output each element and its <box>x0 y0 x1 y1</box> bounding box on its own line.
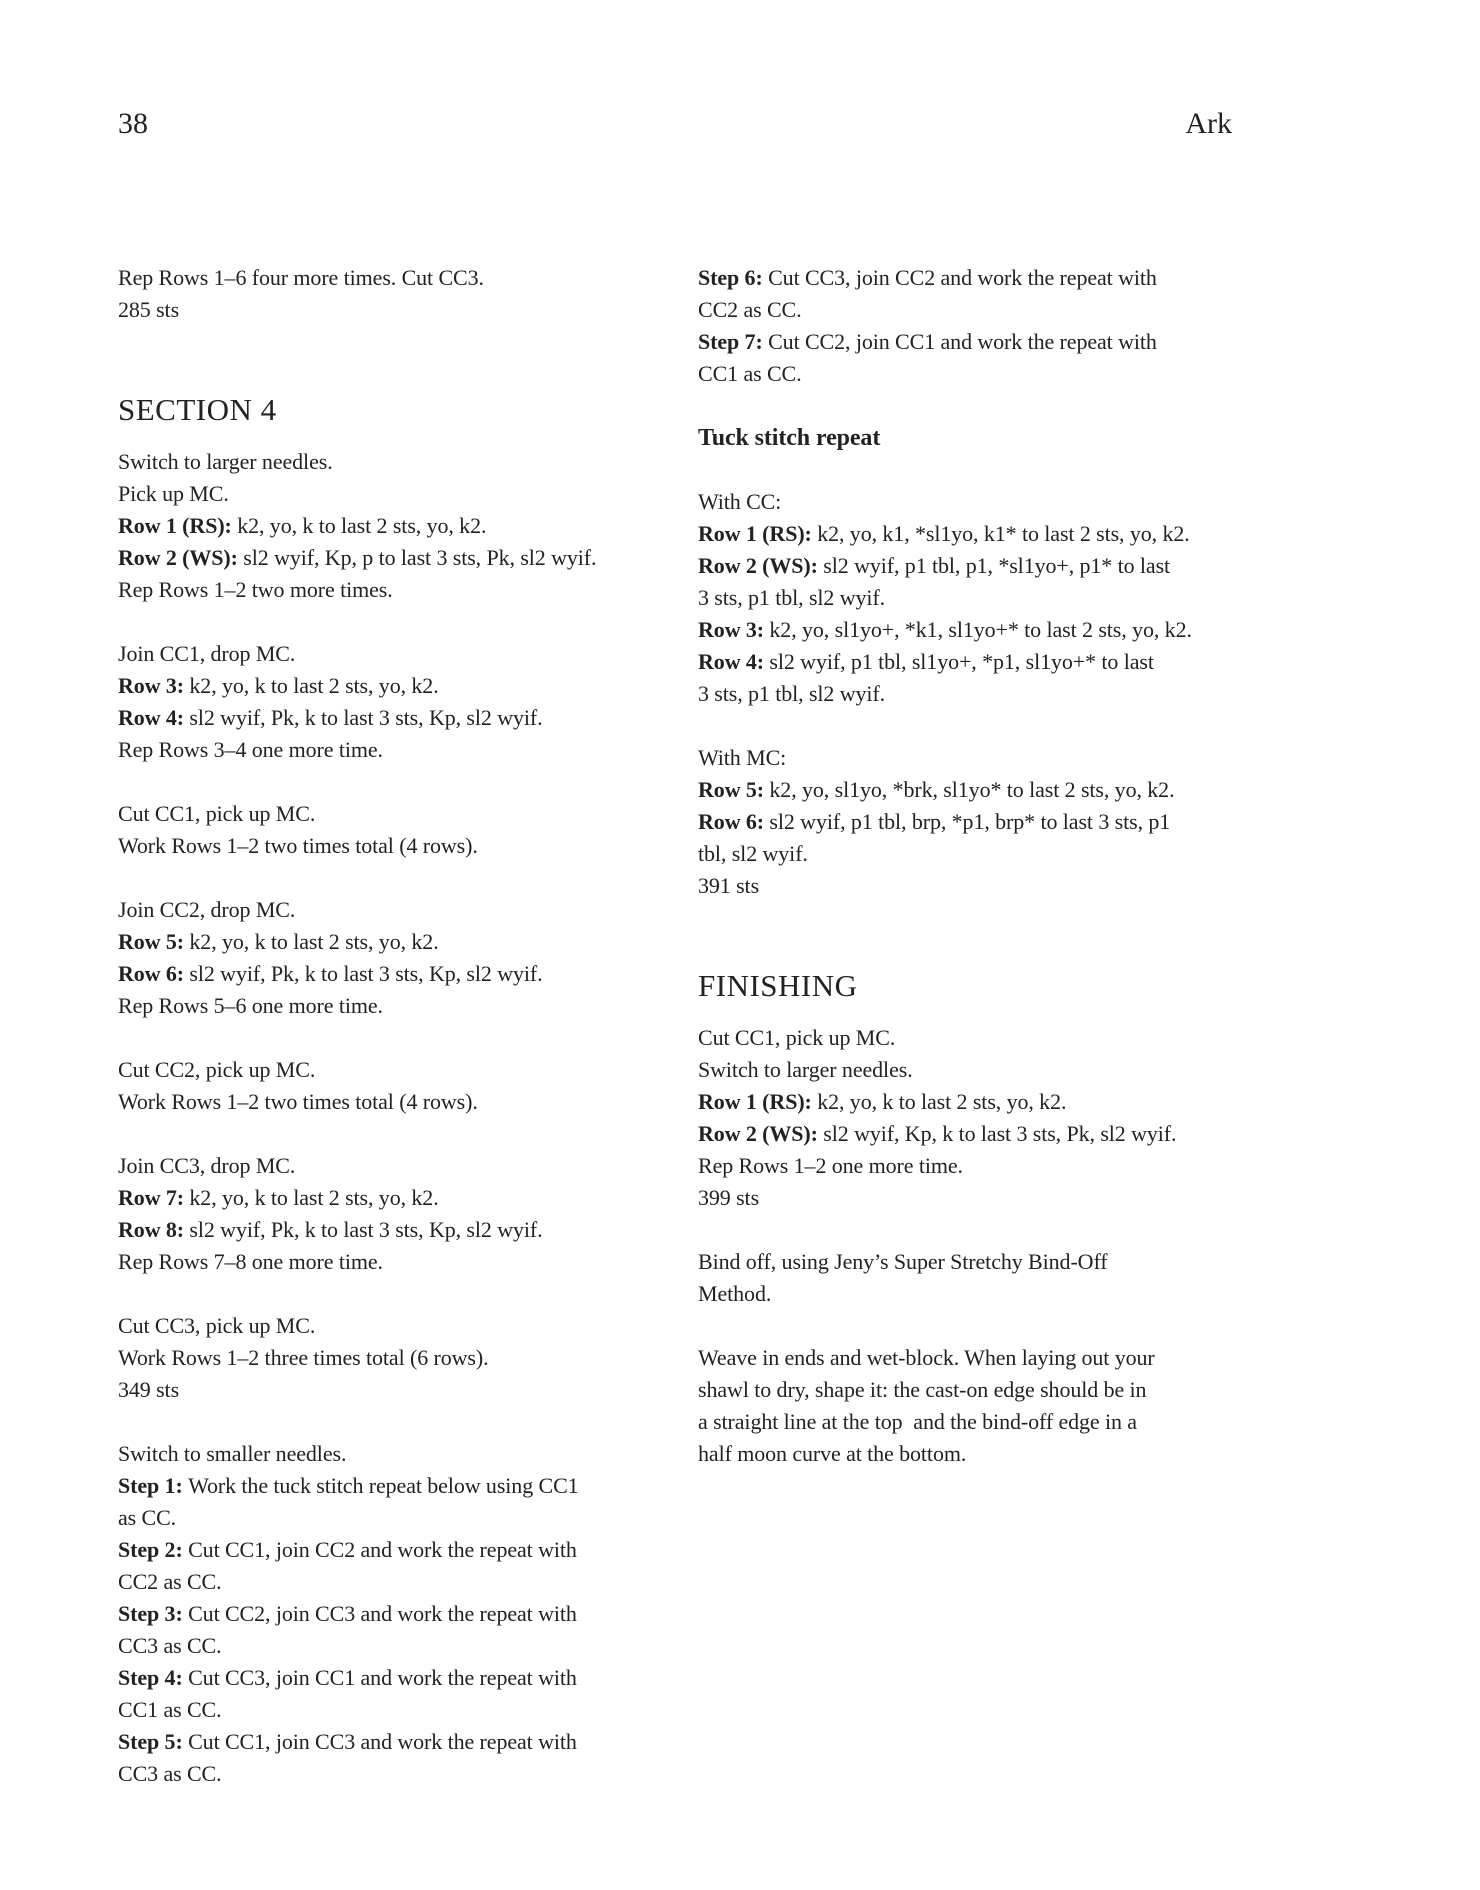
text-run: k2, yo, k to last 2 sts, yo, k2. <box>237 513 487 538</box>
running-title: Ark <box>1185 107 1232 140</box>
bold-run: Step 4: <box>118 1665 189 1690</box>
text-line <box>698 1374 1230 1406</box>
text-run: Method. <box>698 1281 772 1306</box>
blank-line <box>698 390 1230 422</box>
text-run: Cut CC1, join CC3 and work the repeat with <box>188 1729 577 1754</box>
text-line <box>698 1118 1230 1150</box>
blank-line <box>118 606 650 638</box>
text-line <box>698 806 1230 838</box>
text-line <box>698 326 1230 358</box>
text-line <box>118 1598 650 1630</box>
text-run: Join CC2, drop MC. <box>118 897 296 922</box>
text-run: With CC: <box>698 489 782 514</box>
text-line <box>698 358 1230 390</box>
text-run: Bind off, using Jeny’s Super Stretchy Bind-Off <box>698 1249 1108 1274</box>
text-line <box>118 1470 650 1502</box>
text-line <box>118 1374 650 1406</box>
text-run: 391 sts <box>698 873 760 898</box>
text-run: Rep Rows 1–2 one more time. <box>698 1153 963 1178</box>
text-line <box>698 1086 1230 1118</box>
text-run: Switch to larger needles. <box>118 449 333 474</box>
blank-line <box>118 766 650 798</box>
text-run: CC1 as CC. <box>698 361 802 386</box>
blank-line <box>118 326 650 358</box>
text-run: Work the tuck stitch repeat below using CC1 <box>188 1473 579 1498</box>
text-run: k2, yo, k to last 2 sts, yo, k2. <box>189 673 439 698</box>
bold-run: Row 5: <box>118 929 190 954</box>
bold-run: Step 1: <box>118 1473 189 1498</box>
text-run: sl2 wyif, p1 tbl, p1, *sl1yo+, p1* to last <box>823 553 1171 578</box>
text-run: k2, yo, k to last 2 sts, yo, k2. <box>189 929 439 954</box>
blank-line <box>698 454 1230 486</box>
text-run: sl2 wyif, Pk, k to last 3 sts, Kp, sl2 wyif. <box>189 1217 543 1242</box>
text-run: 349 sts <box>118 1377 180 1402</box>
blank-line <box>118 1118 650 1150</box>
text-line <box>118 670 650 702</box>
text-run: Rep Rows 1–6 four more times. Cut CC3. <box>118 265 484 290</box>
blank-line <box>118 1406 650 1438</box>
text-line <box>118 1534 650 1566</box>
text-line <box>698 550 1230 582</box>
bold-run: Step 7: <box>698 329 769 354</box>
text-run: Cut CC2, pick up MC. <box>118 1057 316 1082</box>
text-run: k2, yo, sl1yo, *brk, sl1yo* to last 2 sts, yo, k2. <box>769 777 1175 802</box>
bold-run: Row 2 (WS): <box>698 1121 824 1146</box>
bold-run: Row 3: <box>698 617 770 642</box>
text-line <box>118 1086 650 1118</box>
text-run: Rep Rows 3–4 one more time. <box>118 737 383 762</box>
bold-run: Row 4: <box>118 705 190 730</box>
text-run: Weave in ends and wet-block. When laying out your <box>698 1345 1155 1370</box>
bold-run: Row 5: <box>698 777 770 802</box>
text-line <box>118 1438 650 1470</box>
bold-run: Step 6: <box>698 265 769 290</box>
text-run: Work Rows 1–2 two times total (4 rows). <box>118 1089 478 1114</box>
blank-line <box>698 934 1230 966</box>
text-run: Join CC1, drop MC. <box>118 641 296 666</box>
text-line <box>118 1566 650 1598</box>
text-line <box>118 1694 650 1726</box>
text-run: CC2 as CC. <box>698 297 802 322</box>
text-line <box>118 1246 650 1278</box>
text-run: Work Rows 1–2 three times total (6 rows). <box>118 1345 489 1370</box>
text-line <box>698 486 1230 518</box>
text-line <box>118 1630 650 1662</box>
text-run: k2, yo, sl1yo+, *k1, sl1yo+* to last 2 sts, yo, k2. <box>769 617 1192 642</box>
text-run: 399 sts <box>698 1185 760 1210</box>
text-run: k2, yo, k1, *sl1yo, k1* to last 2 sts, yo, k2. <box>817 521 1190 546</box>
text-run: Cut CC1, join CC2 and work the repeat with <box>188 1537 577 1562</box>
bold-run: Row 1 (RS): <box>698 1089 818 1114</box>
text-line <box>118 1150 650 1182</box>
text-run: tbl, sl2 wyif. <box>698 841 808 866</box>
text-line <box>698 1022 1230 1054</box>
text-line <box>118 1502 650 1534</box>
text-line <box>698 1278 1230 1310</box>
blank-line <box>698 1214 1230 1246</box>
text-run: 285 sts <box>118 297 180 322</box>
text-line <box>698 1182 1230 1214</box>
text-run: CC3 as CC. <box>118 1761 222 1786</box>
text-run: sl2 wyif, p1 tbl, brp, *p1, brp* to last 3 sts, p1 <box>769 809 1171 834</box>
text-line <box>118 990 650 1022</box>
text-line <box>698 1438 1230 1470</box>
text-run: a straight line at the top and the bind-off edge in a <box>698 1409 1137 1434</box>
text-run: half moon curve at the bottom. <box>698 1441 967 1466</box>
text-run: sl2 wyif, Pk, k to last 3 sts, Kp, sl2 wyif. <box>189 705 543 730</box>
text-line <box>118 510 650 542</box>
text-run: sl2 wyif, Kp, p to last 3 sts, Pk, sl2 wyif. <box>243 545 597 570</box>
text-run: CC2 as CC. <box>118 1569 222 1594</box>
text-line <box>118 1310 650 1342</box>
text-line <box>698 1246 1230 1278</box>
text-run: sl2 wyif, p1 tbl, sl1yo+, *p1, sl1yo+* to last <box>769 649 1154 674</box>
blank-line <box>698 710 1230 742</box>
text-run: shawl to dry, shape it: the cast-on edge should be in <box>698 1377 1147 1402</box>
text-line <box>118 1758 650 1790</box>
text-run: Rep Rows 1–2 two more times. <box>118 577 393 602</box>
bold-run: Step 2: <box>118 1537 189 1562</box>
text-line <box>118 926 650 958</box>
subheading: Tuck stitch repeat <box>698 425 881 451</box>
text-line <box>118 574 650 606</box>
text-line <box>118 798 650 830</box>
text-line <box>698 518 1230 550</box>
text-run: 3 sts, p1 tbl, sl2 wyif. <box>698 681 886 706</box>
text-run: Switch to larger needles. <box>698 1057 913 1082</box>
text-line <box>698 742 1230 774</box>
bold-run: Row 1 (RS): <box>118 513 238 538</box>
text-line <box>118 702 650 734</box>
text-run: CC3 as CC. <box>118 1633 222 1658</box>
bold-run: Row 1 (RS): <box>698 521 818 546</box>
right-column <box>698 262 1230 1470</box>
text-run: as CC. <box>118 1505 177 1530</box>
text-line <box>698 678 1230 710</box>
text-run: Work Rows 1–2 two times total (4 rows). <box>118 833 478 858</box>
text-line <box>698 1150 1230 1182</box>
text-line <box>118 1662 650 1694</box>
text-run: Cut CC3, join CC2 and work the repeat with <box>768 265 1157 290</box>
text-line <box>698 774 1230 806</box>
text-line <box>698 1406 1230 1438</box>
text-run: k2, yo, k to last 2 sts, yo, k2. <box>817 1089 1067 1114</box>
blank-line <box>118 862 650 894</box>
text-line <box>118 1726 650 1758</box>
text-line <box>118 958 650 990</box>
text-run: Switch to smaller needles. <box>118 1441 347 1466</box>
text-line <box>118 638 650 670</box>
bold-run: Row 8: <box>118 1217 190 1242</box>
text-run: Cut CC1, pick up MC. <box>698 1025 896 1050</box>
bold-run: Row 6: <box>698 809 770 834</box>
bold-run: Row 2 (WS): <box>698 553 824 578</box>
text-line <box>118 294 650 326</box>
text-line <box>698 838 1230 870</box>
text-line <box>118 478 650 510</box>
page-number: 38 <box>118 107 148 140</box>
text-run: sl2 wyif, Pk, k to last 3 sts, Kp, sl2 wyif. <box>189 961 543 986</box>
blank-line <box>698 902 1230 934</box>
text-line <box>118 446 650 478</box>
text-run: Join CC3, drop MC. <box>118 1153 296 1178</box>
text-line <box>698 1054 1230 1086</box>
text-line <box>118 894 650 926</box>
bold-run: Row 6: <box>118 961 190 986</box>
text-line <box>118 1214 650 1246</box>
left-column <box>118 262 650 1790</box>
bold-run: Step 5: <box>118 1729 189 1754</box>
bold-run: Step 3: <box>118 1601 189 1626</box>
section-heading: SECTION 4 <box>118 392 277 427</box>
text-run: Rep Rows 5–6 one more time. <box>118 993 383 1018</box>
text-run: 3 sts, p1 tbl, sl2 wyif. <box>698 585 886 610</box>
text-run: With MC: <box>698 745 787 770</box>
text-run: CC1 as CC. <box>118 1697 222 1722</box>
blank-line <box>698 1310 1230 1342</box>
text-run: sl2 wyif, Kp, k to last 3 sts, Pk, sl2 wyif. <box>823 1121 1177 1146</box>
text-line <box>698 262 1230 294</box>
text-line <box>118 542 650 574</box>
text-run: Cut CC2, join CC1 and work the repeat with <box>768 329 1157 354</box>
blank-line <box>118 1278 650 1310</box>
text-line <box>698 646 1230 678</box>
bold-run: Row 2 (WS): <box>118 545 244 570</box>
text-run: Pick up MC. <box>118 481 229 506</box>
text-line <box>118 1342 650 1374</box>
text-line <box>118 734 650 766</box>
text-line <box>118 262 650 294</box>
text-line <box>698 614 1230 646</box>
text-run: Rep Rows 7–8 one more time. <box>118 1249 383 1274</box>
text-run: Cut CC2, join CC3 and work the repeat with <box>188 1601 577 1626</box>
section-heading: FINISHING <box>698 968 858 1003</box>
text-line <box>698 870 1230 902</box>
text-run: k2, yo, k to last 2 sts, yo, k2. <box>189 1185 439 1210</box>
text-line <box>698 582 1230 614</box>
text-run: Cut CC1, pick up MC. <box>118 801 316 826</box>
blank-line <box>118 1022 650 1054</box>
bold-run: Row 3: <box>118 673 190 698</box>
blank-line <box>118 358 650 390</box>
text-run: Cut CC3, pick up MC. <box>118 1313 316 1338</box>
bold-run: Row 4: <box>698 649 770 674</box>
text-line <box>118 1182 650 1214</box>
text-line <box>118 830 650 862</box>
text-line <box>698 294 1230 326</box>
text-line <box>118 1054 650 1086</box>
bold-run: Row 7: <box>118 1185 190 1210</box>
text-line <box>698 1342 1230 1374</box>
text-run: Cut CC3, join CC1 and work the repeat with <box>188 1665 577 1690</box>
